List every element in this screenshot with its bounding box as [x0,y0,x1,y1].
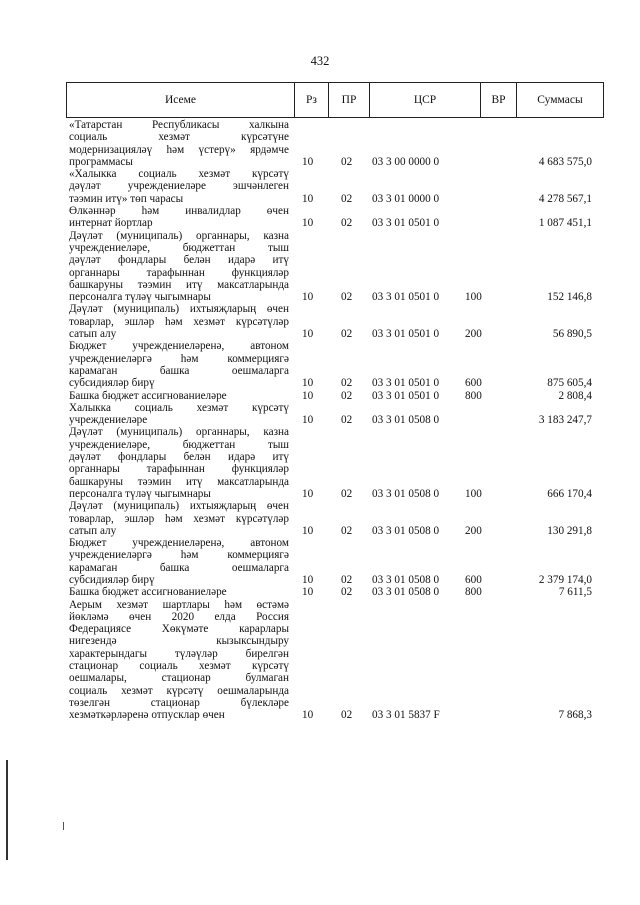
row-name-line: Бюджет учреждениеләренә, автоном [69,340,289,353]
header-vr: ВР [481,83,517,117]
header-csr: ЦСР [370,83,481,117]
row-name-line: стационар социаль хезмәт күрсәтү [69,660,289,673]
row-name-line: дәүләт фондлары белән идарә итү [69,254,289,267]
row-name [66,586,289,598]
row-vr: 200 [465,524,482,537]
row-name [66,205,289,230]
row-name [66,303,289,340]
row-name-line: характерындагы түләүләр бирелгән [69,647,289,660]
row-pr: 02 [341,217,353,230]
row-pr: 02 [341,414,353,427]
row-name-line: сатып алу [69,524,117,537]
row-pr: 02 [341,586,353,599]
table-header [66,82,604,118]
row-pr: 02 [341,524,353,537]
row-csr: 03 3 00 0000 0 [372,155,440,168]
row-csr: 03 3 01 0501 0 [372,217,440,230]
row-name-line: персоналга түләү чыгымнары [69,487,211,500]
row-pr: 02 [341,192,353,205]
row-pr: 02 [341,389,353,402]
row-name-line: социаль хезмәт күрсәтүне [69,131,289,144]
row-name-line: учреждениеләре [69,414,148,427]
row-pr: 02 [341,291,353,304]
row-name-line: Өлкәннәр һәм инвалидлар өчен [69,205,289,218]
row-csr: 03 3 01 0508 0 [372,414,440,427]
table-row [66,390,604,402]
table-row [66,119,604,168]
row-name-line: «Халыкка социаль хезмәт күрсәтү [69,168,289,181]
row-rz: 10 [302,414,314,427]
row-name [66,402,289,427]
row-name-line: башкаруны тәэмин итү максатларында [69,278,289,291]
row-name-line: йөкләмә өчен 2020 елда Россия [69,610,289,623]
row-name-line: субсидияләр бирү [69,573,155,586]
row-vr: 600 [465,377,482,390]
header-pr: ПР [329,83,370,117]
row-rz: 10 [302,328,314,341]
row-name-line: учреждениеләргә һәм коммерциягә [69,549,289,562]
row-pr: 02 [341,377,353,390]
row-csr: 03 3 01 0508 0 [372,586,440,599]
row-name [66,599,289,722]
row-name-line: Халыкка социаль хезмәт күрсәтү [69,401,289,414]
row-name-line: сатып алу [69,328,117,341]
table-row [66,340,604,389]
row-name-line: Башка бюджет ассигнованиеләре [69,389,227,402]
row-pr: 02 [341,573,353,586]
table-row [66,426,604,500]
table-row [66,402,604,427]
row-csr: 03 3 01 0501 0 [372,291,440,304]
row-rz: 10 [302,192,314,205]
row-pr: 02 [341,709,353,722]
row-name-line: программасы [69,155,133,168]
table-row [66,205,604,230]
header-sum: Суммасы [537,94,583,106]
row-name [66,168,289,205]
row-pr: 02 [341,155,353,168]
row-name [66,537,289,586]
row-sum: 130 291,8 [547,524,592,537]
table-row [66,168,604,205]
table-row [66,230,604,304]
row-rz: 10 [302,487,314,500]
row-sum: 4 683 575,0 [538,155,592,168]
row-name-line: товарлар, эшләр һәм хезмәт күрсәтүләр [69,315,289,328]
row-sum: 1 087 451,1 [538,217,592,230]
row-name-line: Бюджет учреждениеләренә, автоном [69,537,289,550]
row-sum: 3 183 247,7 [538,414,592,427]
row-sum: 152 146,8 [547,291,592,304]
row-name-line: органнары тарафыннан функцияләр [69,463,289,476]
row-rz: 10 [302,377,314,390]
row-name-line: Аерым хезмәт шартлары һәм өстәмә [69,598,289,611]
row-name-line: органнары тарафыннан функцияләр [69,266,289,279]
row-sum: 4 278 567,1 [538,192,592,205]
row-csr: 03 3 01 0501 0 [372,389,440,402]
table-row [66,586,604,598]
row-name-line: интернат йортлар [69,217,153,230]
row-sum: 56 890,5 [552,328,592,341]
row-name-line: Дәүләт (муниципаль) ихтыяҗларың өчен [69,303,289,316]
row-name [66,390,289,402]
row-name-line: дәүләт учреждениеләре эшчәнлеген [69,180,289,193]
row-name-line: учреждениеләргә һәм коммерциягә [69,352,289,365]
row-name-line: Дәүләт (муниципаль) органнары, казна [69,426,289,439]
row-rz: 10 [302,291,314,304]
row-name [66,119,289,168]
row-name-line: төзелгән стационар бүлекләре [69,696,289,709]
row-rz: 10 [302,709,314,722]
row-name-line: «Татарстан Республикасы халкына [69,119,289,131]
row-rz: 10 [302,586,314,599]
row-name-line: тәэмин итү» төп чарасы [69,192,184,205]
row-csr: 03 3 01 0508 0 [372,573,440,586]
table-row [66,537,604,586]
row-name-line: Федерациясе Хөкүмәте карарлары [69,623,289,636]
row-rz: 10 [302,573,314,586]
row-name-line: Дәүләт (муниципаль) ихтыяҗларың өчен [69,500,289,513]
row-name-line: башкаруны тәэмин итү максатларында [69,475,289,488]
row-sum: 666 170,4 [547,487,592,500]
row-name-line: персоналга түләү чыгымнары [69,291,211,304]
row-csr: 03 3 01 0501 0 [372,328,440,341]
row-csr: 03 3 01 0000 0 [372,192,440,205]
row-vr: 200 [465,328,482,341]
row-name-line: Башка бюджет ассигнованиеләре [69,586,227,599]
row-name-line: Дәүләт (муниципаль) органнары, казна [69,229,289,242]
row-vr: 800 [465,586,482,599]
row-pr: 02 [341,487,353,500]
page-number: 432 [310,54,330,68]
row-rz: 10 [302,217,314,230]
row-rz: 10 [302,389,314,402]
row-rz: 10 [302,524,314,537]
row-name-line: субсидияләр бирү [69,377,155,390]
row-csr: 03 3 01 0508 0 [372,524,440,537]
row-name [66,230,289,304]
row-vr: 100 [465,291,482,304]
row-name-line: учреждениеләре, бюджеттан тыш [69,241,289,254]
row-name-line: оешмалары, стационар булмаган [69,672,289,685]
row-pr: 02 [341,328,353,341]
row-name-line: учреждениеләре, бюджеттан тыш [69,438,289,451]
scan-margin-mark [6,760,8,860]
scan-margin-tick [63,822,64,830]
row-csr: 03 3 01 5837 F [372,709,440,722]
row-name-line: нигезендә кызыксындыру [69,635,289,648]
row-rz: 10 [302,155,314,168]
row-sum: 875 605,4 [547,377,592,390]
header-name: Исеме [67,83,295,117]
row-name-line: социаль хезмәт күрсәтү оешмаларында [69,684,289,697]
header-rz: Рз [295,83,329,117]
row-vr: 600 [465,573,482,586]
row-sum: 7 868,3 [558,709,592,722]
table-row [66,599,604,722]
row-sum: 2 379 174,0 [538,573,592,586]
row-name [66,340,289,389]
table-row [66,500,604,537]
row-csr: 03 3 01 0501 0 [372,377,440,390]
row-name-line: карамаган башка оешмаларга [69,364,289,377]
table-body [66,119,604,722]
row-csr: 03 3 01 0508 0 [372,487,440,500]
row-vr: 800 [465,389,482,402]
row-sum: 7 611,5 [558,586,592,599]
table-row [66,303,604,340]
row-name-line: товарлар, эшләр һәм хезмәт күрсәтүләр [69,512,289,525]
row-name [66,426,289,500]
row-vr: 100 [465,487,482,500]
row-name-line: дәүләт фондлары белән идарә итү [69,451,289,464]
row-name [66,500,289,537]
row-name-line: хезмәткәрләренә отпусклар өчен [69,709,225,722]
row-sum: 2 808,4 [558,389,592,402]
row-name-line: модернизацияләү һәм үстерү» ярдәмче [69,143,289,156]
row-name-line: карамаган башка оешмаларга [69,561,289,574]
